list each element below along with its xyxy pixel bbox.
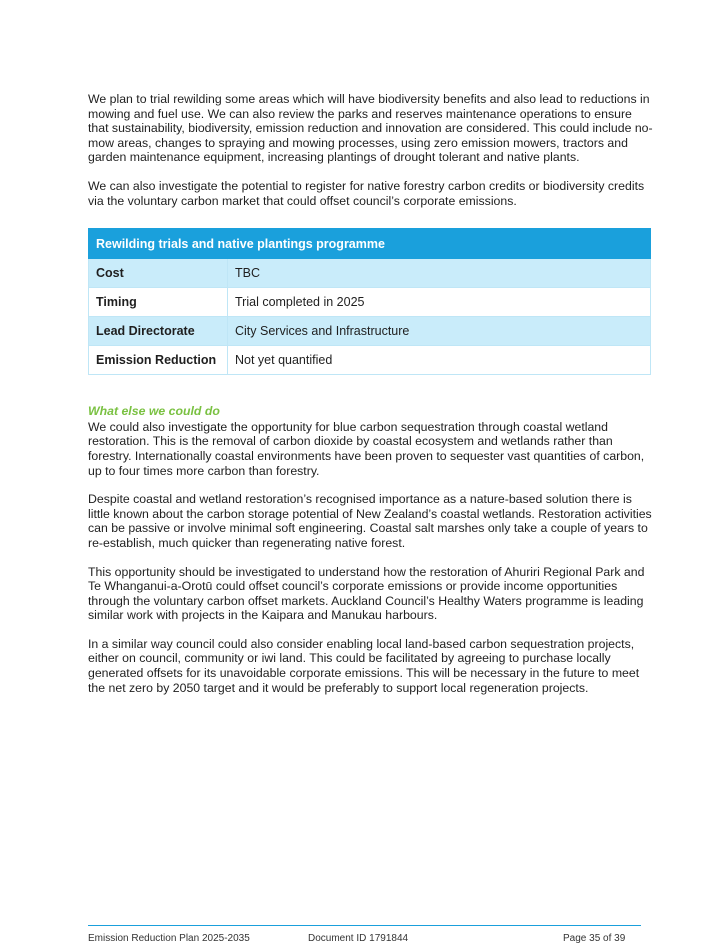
footer-divider — [88, 925, 641, 926]
row-label: Timing — [89, 288, 228, 317]
what-else-paragraph-1: We could also investigate the opportunity for blue carbon sequestration through coastal wetland restoration. This is the removal of carbon dioxide by coastal ecosystem and wetlands rather than forestry. Internationally coastal environments have been proven to sequester vast quantities of carbon, up to four times more carbon than forestry. — [88, 419, 645, 478]
row-value: Not yet quantified — [228, 346, 651, 375]
row-label: Cost — [89, 259, 228, 288]
footer-doc-id: Document ID 1791844 — [308, 933, 409, 944]
row-label: Emission Reduction — [89, 346, 228, 375]
table-row-emission-reduction — [89, 346, 651, 375]
table-row-timing — [89, 288, 651, 317]
footer-doc-title: Emission Reduction Plan 2025-2035 — [88, 933, 250, 944]
intro-paragraph-1: We plan to trial rewilding some areas which will have biodiversity benefits and also lead to reductions in mowing and fuel use. We can also review the parks and reserves maintenance operations to ensure that sustainability, biodiversity, emission reduction and innovation are considered. This could include no-mow areas, changes to spraying and mowing processes, using zero emission mowers, tractors and garden maintenance equipment, increasing plantings of drought tolerant and native plants. — [88, 92, 653, 165]
programme-table — [88, 228, 651, 375]
intro-paragraph-2: We can also investigate the potential to register for native forestry carbon credits or biodiversity credits via the voluntary carbon market that could offset council’s corporate emissions. — [88, 178, 645, 208]
row-value: City Services and Infrastructure — [228, 317, 651, 346]
row-value: Trial completed in 2025 — [228, 288, 651, 317]
page-content — [88, 92, 653, 695]
footer-page-number: Page 35 of 39 — [563, 933, 626, 944]
programme-table-title: Rewilding trials and native plantings programme — [89, 229, 651, 259]
table-row-cost — [89, 259, 651, 288]
what-else-paragraph-2: Despite coastal and wetland restoration’s recognised importance as a nature-based solution there is little known about the carbon storage potential of New Zealand’s coastal wetlands. Restoration activities can be passive or involve minimal soft engineering. Coastal salt marshes only take a couple of years to re-establish, much quicker than regenerating native forest. — [88, 492, 652, 550]
row-label: Lead Directorate — [89, 317, 228, 346]
what-else-paragraph-3: This opportunity should be investigated to understand how the restoration of Ahuriri Regional Park and Te Whanganui-a-Orotū could offset council’s corporate emissions or provide income opportunities through the voluntary carbon offset markets. Auckland Council’s Healthy Waters programme is leading similar work with projects in the Kaipara and Manukau harbours. — [88, 564, 645, 623]
what-else-paragraph-4: In a similar way council could also consider enabling local land-based carbon sequestration projects, either on council, community or iwi land. This could be facilitated by agreeing to purchase locally generated offsets for its unavoidable corporate emissions. This will be necessary in the future to meet the net zero by 2050 target and it would be preferably to support local regeneration projects. — [88, 636, 640, 695]
what-else-heading: What else we could do — [88, 404, 220, 419]
table-row-lead-directorate — [89, 317, 651, 346]
row-value: TBC — [228, 259, 651, 288]
programme-table-header-row — [89, 229, 651, 259]
